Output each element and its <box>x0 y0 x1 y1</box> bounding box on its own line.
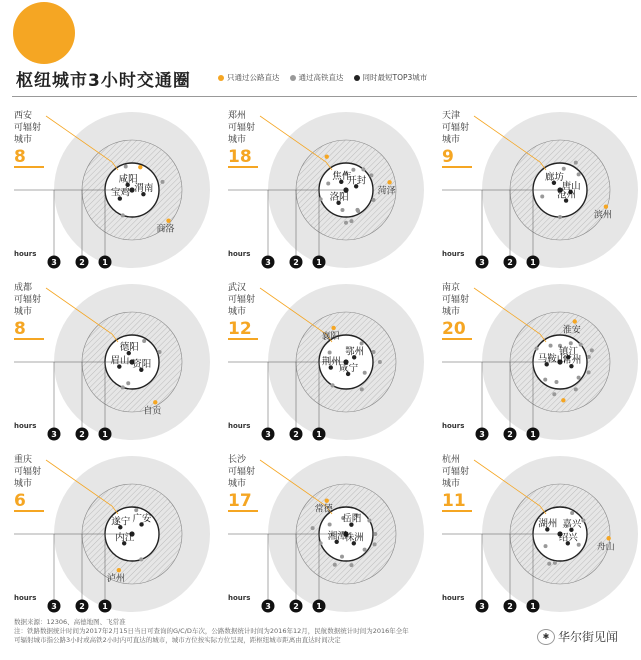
wechat-icon: ✱ <box>537 629 555 645</box>
hours-axis-label: hours <box>442 250 465 258</box>
hub-label <box>228 110 268 146</box>
rail-city-point <box>372 198 376 202</box>
hub-label-line: 可辐射 <box>442 467 470 477</box>
highway-city-point <box>573 319 577 323</box>
hour-marker-label: 3 <box>479 258 485 267</box>
hour-marker-label: 2 <box>293 258 299 267</box>
rail-city-point <box>363 548 367 552</box>
page-title: 枢纽城市3小时交通圈 <box>16 71 191 91</box>
hub-label <box>228 454 268 490</box>
hour-marker-label: 3 <box>479 430 485 439</box>
top3-city-label: 湘潭 <box>327 530 347 542</box>
rail-city-point <box>558 215 562 219</box>
rail-city-point <box>547 562 551 566</box>
rail-city-point <box>367 519 371 523</box>
hub-label-line: 可辐射 <box>228 295 256 305</box>
top3-city-label: 镇江 <box>559 346 579 358</box>
hub-label-line: 可辐射 <box>14 467 42 477</box>
hours-axis-label: hours <box>228 594 251 602</box>
rail-city-point <box>360 387 364 391</box>
legend-item-rail <box>290 72 344 83</box>
hub-label <box>442 454 482 490</box>
rail-city-point <box>134 508 138 512</box>
hub-label-line: 城市 <box>442 307 461 317</box>
top3-city-label: 沧州 <box>557 189 577 201</box>
hub-label-line: 城市 <box>14 479 33 489</box>
legend <box>218 72 427 83</box>
rail-city-point <box>569 341 573 345</box>
highway-city-label: 淮安 <box>562 325 581 336</box>
rail-city-point <box>577 543 581 547</box>
rail-city-point <box>554 380 558 384</box>
rail-city-point <box>543 378 547 382</box>
hour-marker-label: 1 <box>316 258 322 267</box>
hub-label <box>442 282 482 318</box>
rail-city-point <box>577 172 581 176</box>
hub-label-line: 城市 <box>14 307 33 317</box>
rail-city-point <box>549 344 553 348</box>
top3-city-label: 宝鸡 <box>110 187 130 199</box>
top3-city-label: 岳阳 <box>342 513 362 525</box>
rail-city-point <box>544 544 548 548</box>
hub-label <box>14 110 54 146</box>
hub-label-line: 可辐射 <box>14 123 42 133</box>
hub-label-line: 城市 <box>228 479 247 489</box>
highway-city-point <box>561 398 565 402</box>
top3-city-label: 绍兴 <box>558 532 578 544</box>
reachable-count: 8 <box>14 148 44 168</box>
legend-label-top3: 同时最短TOP3城市 <box>362 73 428 82</box>
rail-city-point <box>590 348 594 352</box>
top3-city-label: 遂宁 <box>111 516 131 528</box>
top3-city-label: 渭南 <box>134 183 154 195</box>
hour-marker-label: 2 <box>79 602 85 611</box>
hub-label-line: 天津 <box>442 111 461 121</box>
rail-city-point <box>570 511 574 515</box>
hour-marker-label: 1 <box>102 602 108 611</box>
hub-label <box>14 282 54 318</box>
rail-city-point <box>373 542 377 546</box>
top3-city-label: 鄂州 <box>345 346 365 358</box>
highway-city-label: 滨州 <box>593 210 612 221</box>
hour-marker-label: 2 <box>79 430 85 439</box>
highway-city-point <box>604 205 608 209</box>
footer-notes <box>14 618 534 645</box>
rail-city-point <box>577 376 581 380</box>
hour-marker-label: 3 <box>265 430 271 439</box>
top3-city-label: 马鞍山 <box>537 353 567 365</box>
rail-city-point <box>126 381 130 385</box>
hub-label-line: 可辐射 <box>442 295 470 305</box>
brand-name: 华尔街见闻 <box>558 630 619 644</box>
panel-武汉 <box>228 282 438 454</box>
brand-circle-logo <box>13 2 75 64</box>
reachable-count: 9 <box>442 148 472 168</box>
rail-city-point <box>340 555 344 559</box>
legend-label-highway: 只通过公路直达 <box>227 73 280 82</box>
reachable-count: 6 <box>14 492 44 512</box>
hours-axis-label: hours <box>228 250 251 258</box>
panel-天津 <box>442 110 641 282</box>
legend-item-top3 <box>354 72 428 83</box>
hub-label-line: 城市 <box>442 479 461 489</box>
hub-label-line: 南京 <box>442 283 461 293</box>
hour-marker-label: 1 <box>316 602 322 611</box>
hour-marker-label: 3 <box>51 430 57 439</box>
highway-city-label: 商洛 <box>156 224 175 235</box>
hub-label-line: 长沙 <box>228 455 247 465</box>
legend-item-highway <box>218 72 280 83</box>
rail-city-point <box>587 370 591 374</box>
top3-city-label: 资阳 <box>132 358 152 370</box>
rail-city-point <box>349 219 353 223</box>
reachable-count: 20 <box>442 320 472 340</box>
rail-city-point <box>553 561 557 565</box>
hub-label-line: 西安 <box>14 111 33 121</box>
rail-city-point <box>161 180 165 184</box>
hour-marker-label: 2 <box>293 602 299 611</box>
reachable-count: 12 <box>228 320 258 340</box>
highway-city-point <box>325 498 329 502</box>
hour-marker-label: 1 <box>530 258 536 267</box>
panel-郑州 <box>228 110 438 282</box>
rail-city-point <box>361 167 365 171</box>
reachable-count: 18 <box>228 148 258 168</box>
rail-city-point <box>319 197 323 201</box>
hour-marker-label: 2 <box>507 602 513 611</box>
rail-city-point <box>124 165 128 169</box>
legend-dot-top3 <box>354 75 360 81</box>
rail-city-point <box>574 387 578 391</box>
hour-marker-label: 2 <box>507 258 513 267</box>
hour-marker-label: 1 <box>530 602 536 611</box>
panel-杭州 <box>442 454 641 626</box>
rail-city-point <box>581 519 585 523</box>
panel-西安 <box>14 110 224 282</box>
top3-city-label: 唐山 <box>561 180 581 192</box>
highway-city-point <box>153 400 157 404</box>
footer-note-1: 注：铁路数据统计时间为2017年2月15日当日可查询的G/C/D车次，公路数据统计时间为2016年12月，民航数据统计时间为2016年全年 <box>14 627 409 635</box>
highway-city-point <box>331 326 335 330</box>
hub-label-line: 城市 <box>228 135 247 145</box>
header-divider <box>12 96 637 97</box>
rail-city-point <box>535 347 539 351</box>
hour-marker-label: 2 <box>507 430 513 439</box>
highway-city-point <box>166 218 170 222</box>
rail-city-point <box>328 523 332 527</box>
hour-marker-label: 3 <box>51 258 57 267</box>
panel-南京 <box>442 282 641 454</box>
hour-marker-label: 3 <box>265 602 271 611</box>
hub-label <box>228 282 268 318</box>
top3-city-label: 洛阳 <box>329 191 349 203</box>
hub-label-line: 武汉 <box>228 283 247 293</box>
rail-city-point <box>349 563 353 567</box>
rail-city-point <box>340 208 344 212</box>
hub-label-line: 杭州 <box>442 455 461 465</box>
top3-city-label: 广安 <box>132 513 152 525</box>
highway-city-point <box>606 536 610 540</box>
hub-label-line: 城市 <box>228 307 247 317</box>
rail-city-point <box>328 351 332 355</box>
rail-city-point <box>574 161 578 165</box>
rail-city-point <box>355 208 359 212</box>
legend-dot-rail <box>290 75 296 81</box>
top3-city-label: 眉山 <box>110 355 130 367</box>
hours-axis-label: hours <box>442 422 465 430</box>
rail-city-point <box>562 167 566 171</box>
hub-label-line: 可辐射 <box>228 467 256 477</box>
reachable-count: 8 <box>14 320 44 340</box>
rail-city-point <box>540 194 544 198</box>
rail-city-point <box>579 343 583 347</box>
rail-city-point <box>373 532 377 536</box>
rail-city-point <box>360 341 364 345</box>
rail-city-point <box>333 563 337 567</box>
highway-city-label: 泸州 <box>106 574 125 585</box>
hub-label-line: 郑州 <box>228 111 247 121</box>
hours-axis-label: hours <box>442 594 465 602</box>
top3-city-label: 咸阳 <box>118 173 138 185</box>
rail-city-point <box>378 360 382 364</box>
top3-city-label: 株洲 <box>344 532 364 544</box>
rail-city-point <box>372 350 376 354</box>
top3-city-label: 焦作 <box>332 170 352 182</box>
hub-label <box>14 454 54 490</box>
rail-city-point <box>331 383 335 387</box>
hour-marker-label: 1 <box>530 430 536 439</box>
rail-city-point <box>351 168 355 172</box>
hub-label-line: 成都 <box>14 283 33 293</box>
rail-city-point <box>121 385 125 389</box>
top3-city-label: 开封 <box>347 175 367 187</box>
rail-city-point <box>326 182 330 186</box>
highway-city-label: 菏泽 <box>377 186 396 197</box>
highway-city-label: 常德 <box>314 504 333 515</box>
hours-axis-label: hours <box>14 594 37 602</box>
hours-axis-label: hours <box>14 250 37 258</box>
hour-marker-label: 2 <box>79 258 85 267</box>
rail-city-point <box>344 221 348 225</box>
reachable-count: 11 <box>442 492 472 512</box>
top3-city-label: 常州 <box>562 355 582 367</box>
top3-city-label: 内江 <box>115 532 135 544</box>
highway-city-point <box>387 180 391 184</box>
rail-city-point <box>311 526 315 530</box>
legend-label-rail: 通过高铁直达 <box>298 73 344 82</box>
rail-city-point <box>121 213 125 217</box>
hub-label <box>442 110 482 146</box>
rail-city-point <box>139 557 143 561</box>
brand-mark <box>537 628 618 645</box>
panel-重庆 <box>14 454 224 626</box>
hub-label-line: 可辐射 <box>228 123 256 133</box>
reachable-count: 17 <box>228 492 258 512</box>
hub-label-line: 可辐射 <box>442 123 470 133</box>
rail-city-point <box>587 355 591 359</box>
highway-city-label: 襄阳 <box>321 331 340 342</box>
top3-city-label: 嘉兴 <box>562 518 582 530</box>
hub-label-line: 可辐射 <box>14 295 42 305</box>
hours-axis-label: hours <box>14 422 37 430</box>
footer-source: 数据来源：12306、高德地图、飞常准 <box>14 618 126 626</box>
hour-marker-label: 1 <box>316 430 322 439</box>
highway-city-label: 舟山 <box>596 542 615 553</box>
highway-city-point <box>117 568 121 572</box>
hour-marker-label: 1 <box>102 430 108 439</box>
top3-city-label: 德阳 <box>119 342 139 354</box>
rail-city-point <box>552 392 556 396</box>
rail-city-point <box>363 371 367 375</box>
panel-长沙 <box>228 454 438 626</box>
hub-label-line: 重庆 <box>14 455 33 465</box>
hour-marker-label: 3 <box>51 602 57 611</box>
panel-成都 <box>14 282 224 454</box>
hub-label-line: 城市 <box>14 135 33 145</box>
highway-city-point <box>325 154 329 158</box>
hour-marker-label: 3 <box>479 602 485 611</box>
hour-marker-label: 3 <box>265 258 271 267</box>
rail-city-point <box>369 173 373 177</box>
hub-label-line: 城市 <box>442 135 461 145</box>
rail-city-point <box>142 339 146 343</box>
top3-city-label: 咸宁 <box>339 362 359 374</box>
footer-note-2: 可辐射城市指公路3小时或高铁2小时内可直达的城市，城市方位按实际方位呈现，距枢纽城市距离由直达时间决定 <box>14 636 341 644</box>
hour-marker-label: 1 <box>102 258 108 267</box>
hours-axis-label: hours <box>228 422 251 430</box>
rail-city-point <box>319 541 323 545</box>
top3-city-label: 廊坊 <box>544 171 564 183</box>
rail-city-point <box>158 350 162 354</box>
highway-city-label: 自贡 <box>143 406 162 417</box>
hour-marker-label: 2 <box>293 430 299 439</box>
top3-city-label: 湖州 <box>538 518 558 530</box>
legend-dot-highway <box>218 75 224 81</box>
top3-city-label: 荆州 <box>321 356 341 368</box>
highway-city-point <box>138 165 142 169</box>
